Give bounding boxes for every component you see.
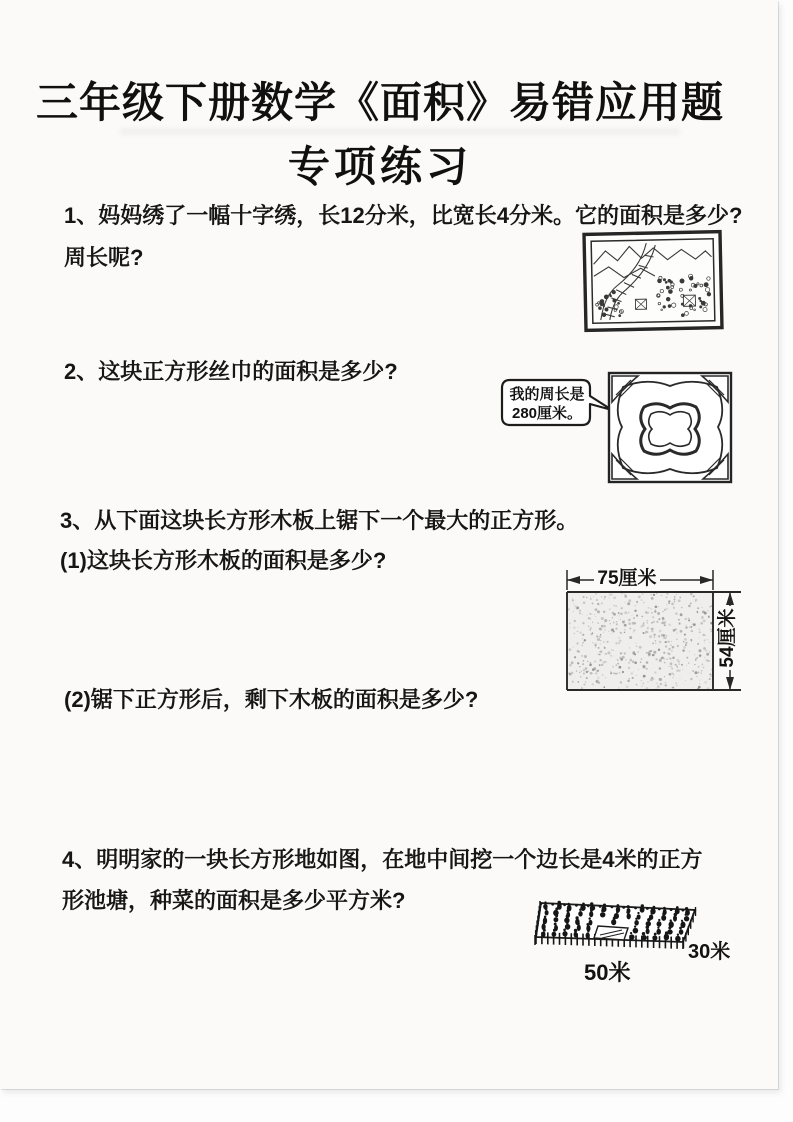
worksheet-title-line1: 三年级下册数学《面积》易错应用题 [35,81,724,127]
question-3-sub1: (1)这块长方形木板的面积是多少? [60,548,387,573]
field-width-label: 50米 [584,960,631,985]
question-3-text: 3、从下面这块长方形木板上锯下一个最大的正方形。 [60,508,579,533]
question-3-sub2: (2)锯下正方形后，剩下木板的面积是多少? [64,687,479,712]
field-height-label: 30米 [688,941,731,963]
question-4-text-line1: 4、明明家的一块长方形地如图，在地中间挖一个边长是4米的正方 [62,847,703,872]
cross-stitch-illustration [582,230,724,333]
question-2-text: 2、这块正方形丝巾的面积是多少? [64,359,398,384]
board-height-label: 54厘米 [717,606,739,670]
worksheet-title-line2: 专项练习 [287,145,472,191]
question-4-text-line2: 形池塘，种菜的面积是多少平方米? [62,888,406,913]
board-width-label: 75厘米 [594,568,660,590]
scarf-illustration [607,371,733,484]
bubble-text-line2: 280厘米。 [511,405,583,422]
question-1-text-line2: 周长呢? [64,245,144,270]
bubble-text [505,385,589,423]
question-1-text-line1: 1、妈妈绣了一幅十字绣，长12分米，比宽长4分米。它的面积是多少? [64,203,743,228]
bubble-text-line1: 我的周长是 [509,386,585,403]
